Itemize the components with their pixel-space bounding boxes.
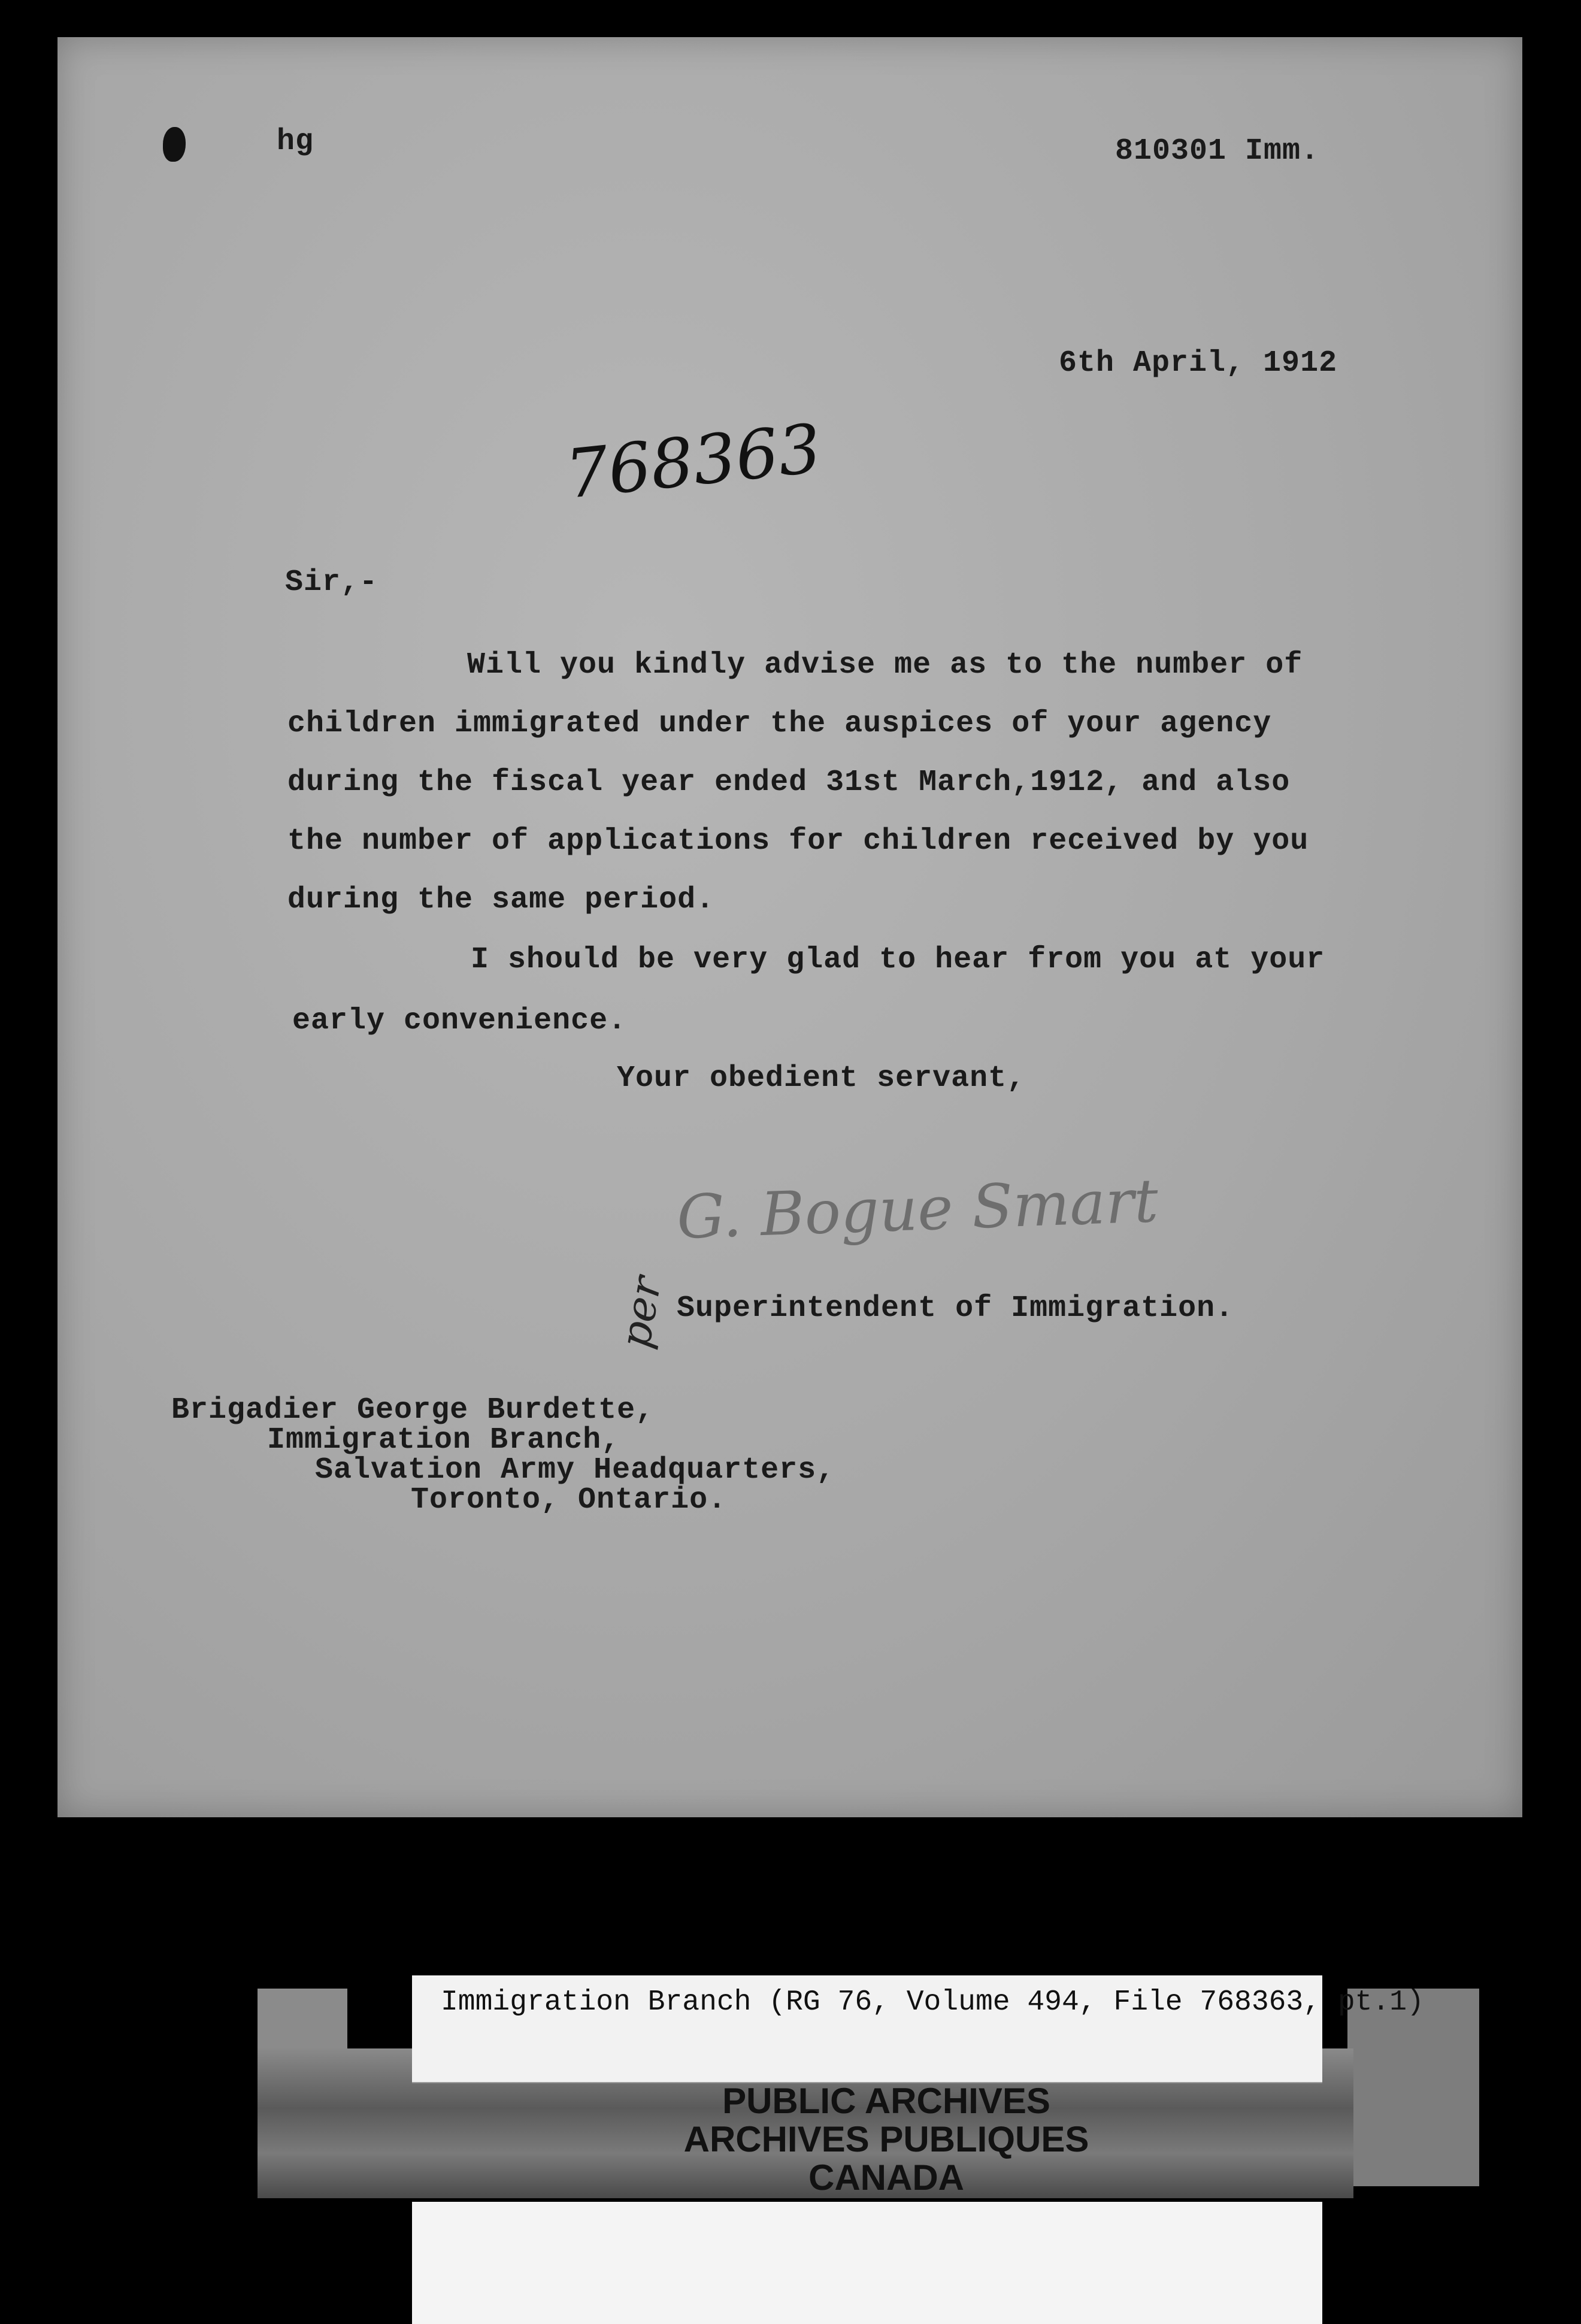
archives-stamp bbox=[623, 2082, 1150, 2197]
letter-date: 6th April, 1912 bbox=[1059, 346, 1338, 380]
closing-line: I should be very glad to hear from you at your bbox=[471, 943, 1325, 977]
salutation: Sir,- bbox=[285, 565, 378, 600]
signatory-title: Superintendent of Immigration. bbox=[677, 1291, 1234, 1326]
ink-blot bbox=[163, 127, 186, 162]
stamp-line: CANADA bbox=[808, 2157, 964, 2198]
stamp-line: ARCHIVES PUBLIQUES bbox=[683, 2119, 1089, 2159]
file-reference: 810301 Imm. bbox=[1115, 134, 1320, 168]
stamp-line: PUBLIC ARCHIVES bbox=[722, 2081, 1050, 2121]
body-line: Will you kindly advise me as to the number of bbox=[467, 648, 1303, 682]
body-line: during the same period. bbox=[287, 883, 715, 917]
letter-page bbox=[57, 37, 1522, 1817]
per-mark: per bbox=[610, 1272, 671, 1352]
closing-line: early convenience. bbox=[292, 1004, 627, 1038]
valediction: Your obedient servant, bbox=[617, 1061, 1026, 1096]
body-line: during the fiscal year ended 31st March,1912, and also bbox=[287, 765, 1291, 800]
archive-reference-label bbox=[412, 1975, 1424, 2083]
recipient-line: Brigadier George Burdette, bbox=[171, 1393, 655, 1427]
signature: G. Bogue Smart bbox=[676, 1166, 1159, 1252]
body-line: the number of applications for children received by you bbox=[287, 824, 1309, 858]
recipient-line: Immigration Branch, bbox=[267, 1423, 620, 1457]
film-label-bottom bbox=[412, 2202, 1322, 2324]
recipient-line: Toronto, Ontario. bbox=[411, 1483, 727, 1517]
recipient-line: Salvation Army Headquarters, bbox=[315, 1453, 835, 1487]
archive-reference-text: Immigration Branch (RG 76, Volume 494, File 768363, pt.1) bbox=[441, 1986, 1424, 2019]
handwritten-file-number: 768363 bbox=[562, 410, 825, 514]
body-line: children immigrated under the auspices of your agency bbox=[287, 707, 1272, 741]
typist-initials: hg bbox=[277, 125, 314, 159]
